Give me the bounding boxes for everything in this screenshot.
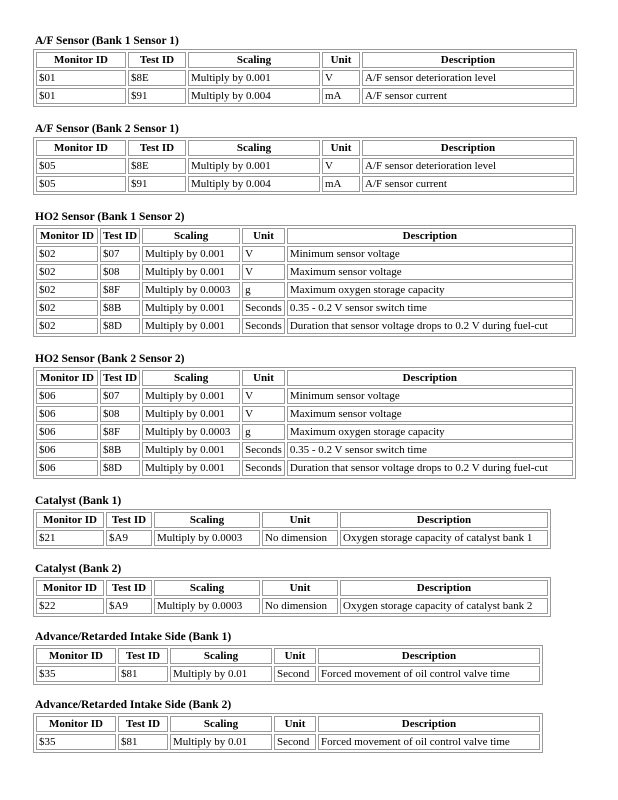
column-header: Description: [287, 228, 573, 244]
table-cell: Seconds: [242, 318, 285, 334]
table-cell: g: [242, 424, 285, 440]
section: [33, 352, 576, 479]
table-cell: mA: [322, 88, 360, 104]
table-row: [36, 734, 540, 750]
table-cell: Multiply by 0.001: [142, 406, 240, 422]
table-row: [36, 88, 574, 104]
table-row: [36, 158, 574, 174]
table-cell: Maximum sensor voltage: [287, 406, 573, 422]
table-cell: No dimension: [262, 598, 338, 614]
column-header: Description: [362, 52, 574, 68]
table-row: [36, 300, 573, 316]
section-title: Catalyst (Bank 1): [35, 495, 122, 507]
table-cell: $06: [36, 424, 98, 440]
section: [33, 698, 543, 753]
table-cell: Maximum oxygen storage capacity: [287, 282, 573, 298]
table-cell: Multiply by 0.001: [142, 460, 240, 476]
data-table: [33, 225, 576, 337]
table-cell: $02: [36, 318, 98, 334]
table-cell: V: [242, 264, 285, 280]
column-header: Scaling: [154, 512, 260, 528]
table-row: [36, 460, 573, 476]
table-cell: Maximum oxygen storage capacity: [287, 424, 573, 440]
column-header: Test ID: [128, 140, 186, 156]
table-cell: $35: [36, 666, 116, 682]
column-header: Scaling: [188, 52, 320, 68]
header-row: [36, 370, 573, 386]
table-row: [36, 666, 540, 682]
table-cell: Multiply by 0.001: [142, 246, 240, 262]
section: [33, 562, 551, 617]
table-cell: $8B: [100, 300, 140, 316]
table-cell: $01: [36, 70, 126, 86]
table-cell: Second: [274, 666, 316, 682]
column-header: Monitor ID: [36, 370, 98, 386]
section: [33, 122, 577, 195]
table-cell: Seconds: [242, 442, 285, 458]
table-row: [36, 406, 573, 422]
table-cell: $8F: [100, 282, 140, 298]
data-table: [33, 509, 551, 549]
table-cell: $8D: [100, 318, 140, 334]
column-header: Description: [340, 580, 548, 596]
column-header: Monitor ID: [36, 228, 98, 244]
table-cell: mA: [322, 176, 360, 192]
column-header: Unit: [242, 228, 285, 244]
column-header: Description: [318, 648, 540, 664]
column-header: Unit: [274, 716, 316, 732]
header-row: [36, 228, 573, 244]
column-header: Unit: [322, 140, 360, 156]
column-header: Scaling: [142, 370, 240, 386]
column-header: Monitor ID: [36, 512, 104, 528]
table-cell: Multiply by 0.001: [142, 300, 240, 316]
column-header: Test ID: [128, 52, 186, 68]
table-cell: Multiply by 0.004: [188, 88, 320, 104]
table-cell: Multiply by 0.0003: [142, 424, 240, 440]
table-cell: Forced movement of oil control valve time: [318, 734, 540, 750]
section-title: Advance/Retarded Intake Side (Bank 1): [35, 631, 232, 643]
table-row: [36, 318, 573, 334]
table-cell: $8F: [100, 424, 140, 440]
table-cell: $91: [128, 88, 186, 104]
table-cell: Duration that sensor voltage drops to 0.2 V during fuel-cut: [287, 318, 573, 334]
column-header: Unit: [262, 512, 338, 528]
column-header: Monitor ID: [36, 52, 126, 68]
column-header: Scaling: [154, 580, 260, 596]
header-row: [36, 580, 548, 596]
column-header: Monitor ID: [36, 648, 116, 664]
table-cell: Multiply by 0.0003: [154, 530, 260, 546]
column-header: Scaling: [188, 140, 320, 156]
table-cell: Seconds: [242, 460, 285, 476]
table-cell: $8D: [100, 460, 140, 476]
table-cell: $81: [118, 666, 168, 682]
table-cell: A/F sensor deterioration level: [362, 70, 574, 86]
table-row: [36, 388, 573, 404]
table-cell: $21: [36, 530, 104, 546]
table-cell: $22: [36, 598, 104, 614]
table-cell: Seconds: [242, 300, 285, 316]
table-cell: $91: [128, 176, 186, 192]
table-cell: $02: [36, 300, 98, 316]
table-row: [36, 70, 574, 86]
column-header: Description: [318, 716, 540, 732]
table-cell: $81: [118, 734, 168, 750]
table-cell: $07: [100, 388, 140, 404]
section: [33, 34, 577, 107]
table-cell: Multiply by 0.001: [142, 264, 240, 280]
table-cell: Multiply by 0.0003: [142, 282, 240, 298]
table-cell: g: [242, 282, 285, 298]
table-cell: Minimum sensor voltage: [287, 246, 573, 262]
header-row: [36, 52, 574, 68]
table-cell: No dimension: [262, 530, 338, 546]
data-table: [33, 645, 543, 685]
table-cell: $08: [100, 406, 140, 422]
table-cell: $A9: [106, 530, 152, 546]
table-cell: Duration that sensor voltage drops to 0.2 V during fuel-cut: [287, 460, 573, 476]
table-cell: $06: [36, 460, 98, 476]
table-cell: A/F sensor current: [362, 176, 574, 192]
table-cell: $06: [36, 388, 98, 404]
table-cell: $35: [36, 734, 116, 750]
data-table: [33, 49, 577, 107]
table-cell: $07: [100, 246, 140, 262]
table-cell: V: [242, 246, 285, 262]
table-cell: Oxygen storage capacity of catalyst bank 2: [340, 598, 548, 614]
section: [33, 630, 543, 685]
table-cell: Oxygen storage capacity of catalyst bank 1: [340, 530, 548, 546]
section-title: A/F Sensor (Bank 2 Sensor 1): [35, 123, 179, 135]
table-cell: V: [322, 70, 360, 86]
column-header: Unit: [274, 648, 316, 664]
table-cell: $06: [36, 442, 98, 458]
table-cell: 0.35 - 0.2 V sensor switch time: [287, 442, 573, 458]
table-cell: Multiply by 0.01: [170, 666, 272, 682]
table-cell: $8B: [100, 442, 140, 458]
table-cell: $02: [36, 282, 98, 298]
column-header: Test ID: [106, 580, 152, 596]
table-cell: Multiply by 0.0003: [154, 598, 260, 614]
column-header: Test ID: [118, 648, 168, 664]
header-row: [36, 512, 548, 528]
column-header: Description: [340, 512, 548, 528]
column-header: Monitor ID: [36, 140, 126, 156]
table-cell: $08: [100, 264, 140, 280]
table-cell: Forced movement of oil control valve time: [318, 666, 540, 682]
table-cell: A/F sensor deterioration level: [362, 158, 574, 174]
column-header: Monitor ID: [36, 716, 116, 732]
column-header: Unit: [322, 52, 360, 68]
column-header: Test ID: [100, 370, 140, 386]
table-cell: 0.35 - 0.2 V sensor switch time: [287, 300, 573, 316]
table-cell: Multiply by 0.01: [170, 734, 272, 750]
table-cell: V: [322, 158, 360, 174]
table-cell: $8E: [128, 158, 186, 174]
column-header: Scaling: [170, 716, 272, 732]
table-cell: $02: [36, 264, 98, 280]
data-table: [33, 367, 576, 479]
data-table: [33, 577, 551, 617]
column-header: Monitor ID: [36, 580, 104, 596]
column-header: Test ID: [118, 716, 168, 732]
column-header: Unit: [242, 370, 285, 386]
header-row: [36, 716, 540, 732]
section: [33, 210, 576, 337]
table-cell: $06: [36, 406, 98, 422]
section-title: HO2 Sensor (Bank 1 Sensor 2): [35, 211, 185, 223]
data-table: [33, 713, 543, 753]
table-cell: $05: [36, 176, 126, 192]
table-cell: Multiply by 0.004: [188, 176, 320, 192]
table-cell: A/F sensor current: [362, 88, 574, 104]
header-row: [36, 648, 540, 664]
table-row: [36, 246, 573, 262]
column-header: Description: [362, 140, 574, 156]
table-row: [36, 442, 573, 458]
table-cell: $8E: [128, 70, 186, 86]
column-header: Test ID: [106, 512, 152, 528]
table-row: [36, 424, 573, 440]
table-row: [36, 598, 548, 614]
table-cell: Multiply by 0.001: [188, 158, 320, 174]
table-row: [36, 530, 548, 546]
table-cell: Multiply by 0.001: [142, 442, 240, 458]
section-title: Advance/Retarded Intake Side (Bank 2): [35, 699, 232, 711]
column-header: Description: [287, 370, 573, 386]
column-header: Scaling: [142, 228, 240, 244]
table-cell: Minimum sensor voltage: [287, 388, 573, 404]
table-cell: V: [242, 406, 285, 422]
section-title: A/F Sensor (Bank 1 Sensor 1): [35, 35, 179, 47]
table-row: [36, 264, 573, 280]
table-cell: Multiply by 0.001: [142, 388, 240, 404]
column-header: Test ID: [100, 228, 140, 244]
table-cell: V: [242, 388, 285, 404]
section-title: Catalyst (Bank 2): [35, 563, 122, 575]
section: [33, 494, 551, 549]
table-cell: Multiply by 0.001: [142, 318, 240, 334]
table-cell: $02: [36, 246, 98, 262]
table-cell: Maximum sensor voltage: [287, 264, 573, 280]
column-header: Scaling: [170, 648, 272, 664]
header-row: [36, 140, 574, 156]
table-cell: $A9: [106, 598, 152, 614]
table-row: [36, 176, 574, 192]
column-header: Unit: [262, 580, 338, 596]
table-cell: Second: [274, 734, 316, 750]
table-cell: $01: [36, 88, 126, 104]
table-row: [36, 282, 573, 298]
data-table: [33, 137, 577, 195]
table-cell: $05: [36, 158, 126, 174]
section-title: HO2 Sensor (Bank 2 Sensor 2): [35, 353, 185, 365]
table-cell: Multiply by 0.001: [188, 70, 320, 86]
